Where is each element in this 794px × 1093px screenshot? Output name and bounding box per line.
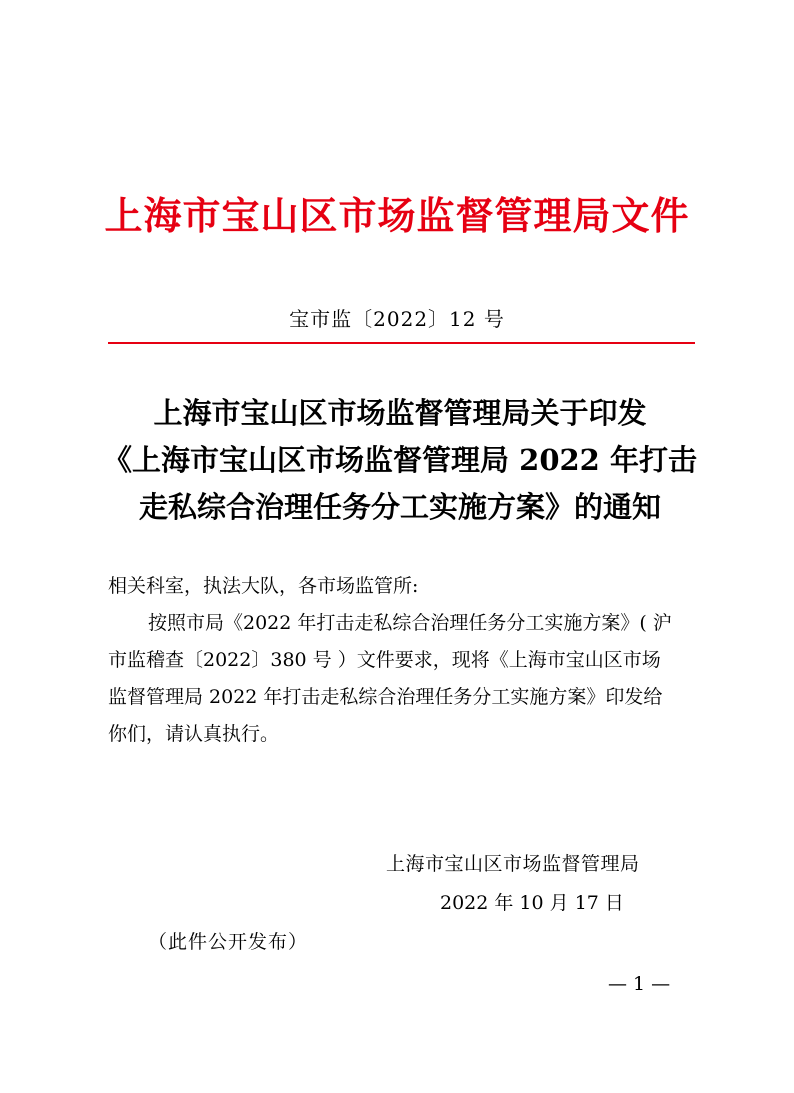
page-number: — 1 — bbox=[608, 973, 671, 995]
header-divider bbox=[108, 342, 695, 344]
paragraph-line: 监督管理局 2022 年打击走私综合治理任务分工实施方案》印发给 bbox=[108, 686, 663, 708]
issue-date: 2022 年 10 月 17 日 bbox=[440, 892, 624, 914]
document-header-title: 上海市宝山区市场监督管理局文件 bbox=[104, 193, 690, 238]
paragraph-line: 市监稽查〔2022〕380 号 ）文件要求，现将《上海市宝山区市场 bbox=[108, 649, 661, 671]
notice-title-line: 走私综合治理任务分工实施方案》的通知 bbox=[138, 490, 661, 524]
notice-title-line: 上海市宝山区市场监督管理局关于印发 bbox=[153, 396, 647, 430]
issuer-name: 上海市宝山区市场监督管理局 bbox=[386, 853, 640, 875]
document-number: 宝市监〔2022〕12 号 bbox=[289, 307, 505, 331]
notice-title bbox=[100, 390, 700, 531]
paragraph-line: 你们，请认真执行。 bbox=[108, 723, 280, 745]
notice-title-line: 《上海市宝山区市场监督管理局 2022 年打击 bbox=[103, 443, 697, 477]
salutation: 相关科室，执法大队，各市场监管所: bbox=[108, 575, 419, 597]
paragraph-line: 按照市局《2022 年打击走私综合治理任务分工实施方案》( 沪 bbox=[148, 612, 672, 634]
publish-note: （此件公开发布） bbox=[148, 931, 309, 953]
